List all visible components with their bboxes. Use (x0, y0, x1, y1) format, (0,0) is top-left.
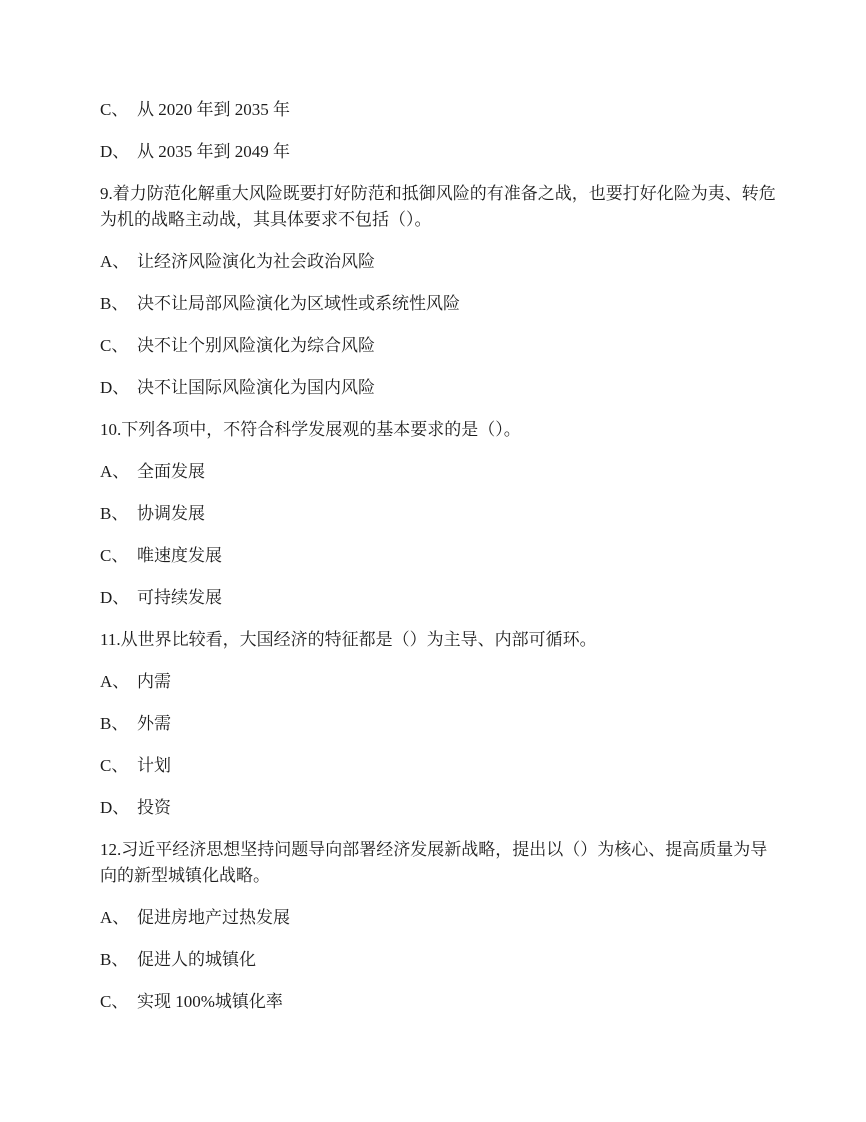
option-label: D、 (100, 142, 130, 161)
option-label: C、 (100, 756, 129, 775)
option-label: D、 (100, 798, 130, 817)
option-label: A、 (100, 462, 130, 481)
option-label: C、 (100, 546, 129, 565)
option-label: B、 (100, 504, 129, 523)
option-row (100, 543, 776, 569)
option-row (100, 585, 776, 611)
option-text: 实现 100%城镇化率 (137, 992, 283, 1011)
option-label: D、 (100, 378, 130, 397)
option-label: B、 (100, 950, 129, 969)
option-text: 决不让国际风险演化为国内风险 (137, 378, 375, 397)
option-row (100, 989, 776, 1015)
option-row (100, 947, 776, 973)
option-row (100, 333, 776, 359)
option-row (100, 459, 776, 485)
option-label: A、 (100, 908, 130, 927)
question-text: 11.从世界比较看，大国经济的特征都是（）为主导、内部可循环。 (100, 630, 597, 649)
question-text: 10.下列各项中，不符合科学发展观的基本要求的是（）。 (100, 420, 521, 439)
option-row (100, 669, 776, 695)
option-text: 外需 (137, 714, 171, 733)
option-label: A、 (100, 672, 130, 691)
option-text: 协调发展 (137, 504, 205, 523)
option-row (100, 139, 776, 165)
option-row (100, 291, 776, 317)
option-label: C、 (100, 992, 129, 1011)
option-text: 决不让局部风险演化为区域性或系统性风险 (137, 294, 460, 313)
option-row (100, 97, 776, 123)
document-page (100, 97, 776, 1031)
option-text: 促进房地产过热发展 (137, 908, 290, 927)
option-label: C、 (100, 100, 129, 119)
option-text: 投资 (137, 798, 171, 817)
option-row (100, 753, 776, 779)
option-text: 唯速度发展 (137, 546, 222, 565)
option-text: 从 2035 年到 2049 年 (137, 142, 290, 161)
option-text: 促进人的城镇化 (137, 950, 256, 969)
option-text: 内需 (137, 672, 171, 691)
question-text: 12.习近平经济思想坚持问题导向部署经济发展新战略，提出以（）为核心、提高质量为导向的新型城镇化战略。 (100, 840, 768, 885)
option-text: 可持续发展 (137, 588, 222, 607)
option-row (100, 795, 776, 821)
option-text: 计划 (137, 756, 171, 775)
option-label: D、 (100, 588, 130, 607)
option-text: 决不让个别风险演化为综合风险 (137, 336, 375, 355)
option-row (100, 711, 776, 737)
option-label: B、 (100, 294, 129, 313)
option-row (100, 501, 776, 527)
option-row (100, 249, 776, 275)
option-row (100, 905, 776, 931)
option-label: A、 (100, 252, 130, 271)
option-row (100, 375, 776, 401)
option-text: 全面发展 (137, 462, 205, 481)
question-text: 9.着力防范化解重大风险既要打好防范和抵御风险的有准备之战，也要打好化险为夷、转危为机的战略主动战，其具体要求不包括（）。 (100, 184, 776, 229)
option-text: 从 2020 年到 2035 年 (137, 100, 290, 119)
option-text: 让经济风险演化为社会政治风险 (137, 252, 375, 271)
option-label: B、 (100, 714, 129, 733)
option-label: C、 (100, 336, 129, 355)
